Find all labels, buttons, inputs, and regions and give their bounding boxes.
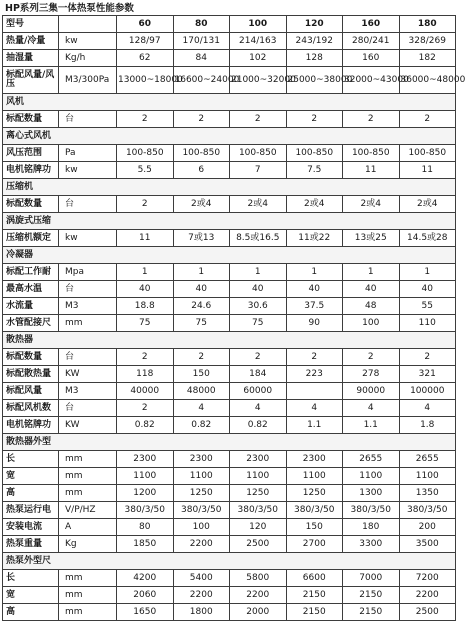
value-cell: 48000 <box>173 383 230 400</box>
value-cell: 1 <box>399 264 456 281</box>
value-cell: 6600 <box>286 570 343 587</box>
unit-cell: mm <box>59 485 117 502</box>
value-cell: 2700 <box>286 536 343 553</box>
value-cell: 4 <box>230 400 287 417</box>
value-cell: 6 <box>173 162 230 179</box>
value-cell: 2 <box>343 349 400 366</box>
value-cell: 1 <box>343 264 400 281</box>
table-row <box>3 230 456 247</box>
value-cell: 150 <box>173 366 230 383</box>
value-cell: 37.5 <box>286 298 343 315</box>
value-cell: 40 <box>230 281 287 298</box>
model-cell: 60 <box>117 16 174 33</box>
value-cell: 1800 <box>173 604 230 621</box>
value-cell: 223 <box>286 366 343 383</box>
model-cell: 120 <box>286 16 343 33</box>
table-row <box>3 111 456 128</box>
parameter-name-cell: 标配散热量 <box>3 366 59 383</box>
value-cell: 7或13 <box>173 230 230 247</box>
value-cell: 328/269 <box>399 33 456 50</box>
value-cell: 11 <box>117 230 174 247</box>
table-row <box>3 67 456 94</box>
value-cell: 1250 <box>286 485 343 502</box>
value-cell: 2500 <box>230 536 287 553</box>
header-unit-cell <box>59 16 117 33</box>
section-label: 压缩机 <box>3 179 456 196</box>
parameter-name-cell: 水流量 <box>3 298 59 315</box>
value-cell: 11或22 <box>286 230 343 247</box>
table-row <box>3 502 456 519</box>
value-cell: 1100 <box>173 468 230 485</box>
value-cell <box>286 383 343 400</box>
value-cell: 2500 <box>399 604 456 621</box>
table-row <box>3 604 456 621</box>
value-cell: 200 <box>399 519 456 536</box>
value-cell: 5800 <box>230 570 287 587</box>
value-cell: 1.1 <box>286 417 343 434</box>
unit-cell: M3 <box>59 383 117 400</box>
value-cell: 80 <box>117 519 174 536</box>
unit-cell: 台 <box>59 400 117 417</box>
value-cell: 0.82 <box>230 417 287 434</box>
value-cell: 118 <box>117 366 174 383</box>
value-cell: 30.6 <box>230 298 287 315</box>
value-cell: 11 <box>399 162 456 179</box>
unit-cell: 台 <box>59 196 117 213</box>
table-row <box>3 485 456 502</box>
value-cell: 8.5或16.5 <box>230 230 287 247</box>
parameter-name-cell: 标配风量 <box>3 383 59 400</box>
table-row <box>3 400 456 417</box>
value-cell: 13000~18000 <box>117 67 174 94</box>
table-row <box>3 468 456 485</box>
parameter-name-cell: 电机铭牌功 <box>3 417 59 434</box>
table-row <box>3 366 456 383</box>
parameter-name-cell: 热泵重量 <box>3 536 59 553</box>
model-cell: 160 <box>343 16 400 33</box>
value-cell: 40000 <box>117 383 174 400</box>
parameter-name-cell: 安装电流 <box>3 519 59 536</box>
value-cell: 2 <box>173 349 230 366</box>
value-cell: 2 <box>173 111 230 128</box>
value-cell: 2200 <box>173 536 230 553</box>
parameter-name-cell: 风压范围 <box>3 145 59 162</box>
value-cell: 2150 <box>343 604 400 621</box>
model-cell: 100 <box>230 16 287 33</box>
value-cell: 1250 <box>230 485 287 502</box>
table-row <box>3 145 456 162</box>
value-cell: 280/241 <box>343 33 400 50</box>
table-row <box>3 162 456 179</box>
value-cell: 2300 <box>286 451 343 468</box>
value-cell: 4 <box>173 400 230 417</box>
section-label: 离心式风机 <box>3 128 456 145</box>
value-cell: 1100 <box>399 468 456 485</box>
parameter-name-cell: 高 <box>3 485 59 502</box>
value-cell: 2 <box>117 196 174 213</box>
section-row <box>3 434 456 451</box>
value-cell: 1650 <box>117 604 174 621</box>
value-cell: 1250 <box>173 485 230 502</box>
value-cell: 1300 <box>343 485 400 502</box>
value-cell: 2300 <box>117 451 174 468</box>
value-cell: 110 <box>399 315 456 332</box>
value-cell: 2060 <box>117 587 174 604</box>
parameter-name-cell: 宽 <box>3 587 59 604</box>
table-row <box>3 383 456 400</box>
value-cell: 1200 <box>117 485 174 502</box>
value-cell: 100-850 <box>343 145 400 162</box>
table-row <box>3 264 456 281</box>
unit-cell: KW <box>59 366 117 383</box>
value-cell: 2150 <box>286 587 343 604</box>
value-cell: 2 <box>286 111 343 128</box>
value-cell: 90 <box>286 315 343 332</box>
value-cell: 170/131 <box>173 33 230 50</box>
section-label: 冷凝器 <box>3 247 456 264</box>
value-cell: 2300 <box>230 451 287 468</box>
value-cell: 1100 <box>230 468 287 485</box>
value-cell: 184 <box>230 366 287 383</box>
value-cell: 100000 <box>399 383 456 400</box>
value-cell: 7 <box>230 162 287 179</box>
value-cell: 21000~32000 <box>230 67 287 94</box>
unit-cell: mm <box>59 451 117 468</box>
value-cell: 100-850 <box>173 145 230 162</box>
value-cell: 40 <box>286 281 343 298</box>
value-cell: 380/3/50 <box>117 502 174 519</box>
value-cell: 2300 <box>173 451 230 468</box>
value-cell: 2 <box>343 111 400 128</box>
value-cell: 380/3/50 <box>343 502 400 519</box>
value-cell: 2 <box>230 111 287 128</box>
section-row <box>3 247 456 264</box>
value-cell: 4 <box>399 400 456 417</box>
value-cell: 182 <box>399 50 456 67</box>
spec-table-body <box>3 16 465 621</box>
value-cell: 2000 <box>230 604 287 621</box>
value-cell: 278 <box>343 366 400 383</box>
value-cell: 0.82 <box>173 417 230 434</box>
value-cell: 128/97 <box>117 33 174 50</box>
value-cell: 102 <box>230 50 287 67</box>
unit-cell: kw <box>59 162 117 179</box>
unit-cell: 台 <box>59 281 117 298</box>
model-cell: 80 <box>173 16 230 33</box>
value-cell: 36000~48000 <box>399 67 456 94</box>
value-cell: 1 <box>286 264 343 281</box>
unit-cell: M3/300Pa <box>59 67 117 94</box>
parameter-name-cell: 电机铭牌功 <box>3 162 59 179</box>
unit-cell: Pa <box>59 145 117 162</box>
value-cell: 380/3/50 <box>399 502 456 519</box>
unit-cell: Kg <box>59 536 117 553</box>
table-row <box>3 315 456 332</box>
value-cell: 2或4 <box>230 196 287 213</box>
value-cell: 1.8 <box>399 417 456 434</box>
parameter-name-cell: 压缩机额定 <box>3 230 59 247</box>
value-cell: 2 <box>230 349 287 366</box>
value-cell: 100-850 <box>230 145 287 162</box>
value-cell: 2 <box>117 111 174 128</box>
value-cell: 1350 <box>399 485 456 502</box>
value-cell: 25000~38000 <box>286 67 343 94</box>
value-cell: 4 <box>343 400 400 417</box>
table-row <box>3 570 456 587</box>
parameter-name-cell: 水管配接尺 <box>3 315 59 332</box>
unit-cell: mm <box>59 604 117 621</box>
value-cell: 2655 <box>399 451 456 468</box>
value-cell: 128 <box>286 50 343 67</box>
value-cell: 2200 <box>230 587 287 604</box>
value-cell: 75 <box>230 315 287 332</box>
value-cell: 1850 <box>117 536 174 553</box>
value-cell: 2200 <box>173 587 230 604</box>
value-cell: 18.8 <box>117 298 174 315</box>
section-label: 散热器外型 <box>3 434 456 451</box>
table-row <box>3 196 456 213</box>
value-cell: 2150 <box>343 587 400 604</box>
value-cell: 2或4 <box>173 196 230 213</box>
table-row <box>3 587 456 604</box>
table-row <box>3 281 456 298</box>
value-cell: 1 <box>230 264 287 281</box>
section-label: 风机 <box>3 94 456 111</box>
parameter-name-cell: 热泵运行电 <box>3 502 59 519</box>
value-cell: 75 <box>173 315 230 332</box>
value-cell: 7000 <box>343 570 400 587</box>
unit-cell: kw <box>59 33 117 50</box>
value-cell: 160 <box>343 50 400 67</box>
section-label: 热泵外型尺 <box>3 553 456 570</box>
parameter-name-cell: 抽湿量 <box>3 50 59 67</box>
value-cell: 2或4 <box>343 196 400 213</box>
value-cell: 100-850 <box>286 145 343 162</box>
section-row <box>3 553 456 570</box>
value-cell: 2 <box>286 349 343 366</box>
value-cell: 7200 <box>399 570 456 587</box>
value-cell: 180 <box>343 519 400 536</box>
parameter-name-cell: 标配工作耐 <box>3 264 59 281</box>
value-cell: 0.82 <box>117 417 174 434</box>
unit-cell: mm <box>59 468 117 485</box>
value-cell: 321 <box>399 366 456 383</box>
value-cell: 5400 <box>173 570 230 587</box>
value-cell: 48 <box>343 298 400 315</box>
section-row <box>3 128 456 145</box>
value-cell: 3300 <box>343 536 400 553</box>
section-row <box>3 94 456 111</box>
header-row <box>3 16 456 33</box>
value-cell: 7.5 <box>286 162 343 179</box>
parameter-name-cell: 标配数量 <box>3 111 59 128</box>
value-cell: 1100 <box>343 468 400 485</box>
unit-cell: M3 <box>59 298 117 315</box>
value-cell: 13或25 <box>343 230 400 247</box>
value-cell: 100 <box>343 315 400 332</box>
table-row <box>3 417 456 434</box>
value-cell: 1 <box>117 264 174 281</box>
parameter-name-cell: 标配数量 <box>3 196 59 213</box>
table-row <box>3 536 456 553</box>
value-cell: 1100 <box>117 468 174 485</box>
unit-cell: KW <box>59 417 117 434</box>
value-cell: 2或4 <box>399 196 456 213</box>
value-cell: 1 <box>173 264 230 281</box>
value-cell: 60000 <box>230 383 287 400</box>
section-label: 涡旋式压缩 <box>3 213 456 230</box>
unit-cell: Mpa <box>59 264 117 281</box>
value-cell: 100-850 <box>117 145 174 162</box>
value-cell: 243/192 <box>286 33 343 50</box>
table-row <box>3 50 456 67</box>
unit-cell: mm <box>59 315 117 332</box>
value-cell: 2 <box>399 111 456 128</box>
unit-cell: V/P/HZ <box>59 502 117 519</box>
value-cell: 40 <box>343 281 400 298</box>
parameter-name-cell: 长 <box>3 570 59 587</box>
unit-cell: kw <box>59 230 117 247</box>
header-name-cell: 型号 <box>3 16 59 33</box>
value-cell: 4 <box>286 400 343 417</box>
parameter-name-cell: 热量/冷量 <box>3 33 59 50</box>
value-cell: 380/3/50 <box>286 502 343 519</box>
unit-cell: Kg/h <box>59 50 117 67</box>
value-cell: 55 <box>399 298 456 315</box>
value-cell: 16600~24000 <box>173 67 230 94</box>
value-cell: 40 <box>399 281 456 298</box>
value-cell: 4200 <box>117 570 174 587</box>
value-cell: 5.5 <box>117 162 174 179</box>
value-cell: 150 <box>286 519 343 536</box>
table-row <box>3 33 456 50</box>
section-label: 散热器 <box>3 332 456 349</box>
value-cell: 62 <box>117 50 174 67</box>
section-row <box>3 179 456 196</box>
parameter-name-cell: 最高水温 <box>3 281 59 298</box>
value-cell: 90000 <box>343 383 400 400</box>
value-cell: 32000~43000 <box>343 67 400 94</box>
value-cell: 14.5或28 <box>399 230 456 247</box>
value-cell: 380/3/50 <box>230 502 287 519</box>
spec-table <box>2 15 465 621</box>
value-cell: 2 <box>117 400 174 417</box>
parameter-name-cell: 长 <box>3 451 59 468</box>
value-cell: 120 <box>230 519 287 536</box>
value-cell: 380/3/50 <box>173 502 230 519</box>
document-title: HP系列三集一体热泵性能参数 <box>5 3 134 14</box>
parameter-name-cell: 标配数量 <box>3 349 59 366</box>
unit-cell: 台 <box>59 349 117 366</box>
value-cell: 11 <box>343 162 400 179</box>
table-row <box>3 451 456 468</box>
value-cell: 2200 <box>399 587 456 604</box>
unit-cell: mm <box>59 587 117 604</box>
value-cell: 2 <box>117 349 174 366</box>
value-cell: 2 <box>399 349 456 366</box>
value-cell: 100 <box>173 519 230 536</box>
value-cell: 40 <box>117 281 174 298</box>
unit-cell: 台 <box>59 111 117 128</box>
value-cell: 24.6 <box>173 298 230 315</box>
model-cell: 180 <box>399 16 456 33</box>
value-cell: 1100 <box>286 468 343 485</box>
unit-cell: mm <box>59 570 117 587</box>
value-cell: 3500 <box>399 536 456 553</box>
table-row <box>3 298 456 315</box>
value-cell: 40 <box>173 281 230 298</box>
unit-cell: A <box>59 519 117 536</box>
value-cell: 84 <box>173 50 230 67</box>
section-row <box>3 213 456 230</box>
table-row <box>3 519 456 536</box>
value-cell: 2655 <box>343 451 400 468</box>
parameter-name-cell: 标配风机数 <box>3 400 59 417</box>
section-row <box>3 332 456 349</box>
value-cell: 75 <box>117 315 174 332</box>
value-cell: 1.1 <box>343 417 400 434</box>
value-cell: 214/163 <box>230 33 287 50</box>
value-cell: 2150 <box>286 604 343 621</box>
parameter-name-cell: 高 <box>3 604 59 621</box>
table-row <box>3 349 456 366</box>
parameter-name-cell: 宽 <box>3 468 59 485</box>
value-cell: 2或4 <box>286 196 343 213</box>
value-cell: 100-850 <box>399 145 456 162</box>
parameter-name-cell: 标配风量/风压 <box>3 67 59 94</box>
